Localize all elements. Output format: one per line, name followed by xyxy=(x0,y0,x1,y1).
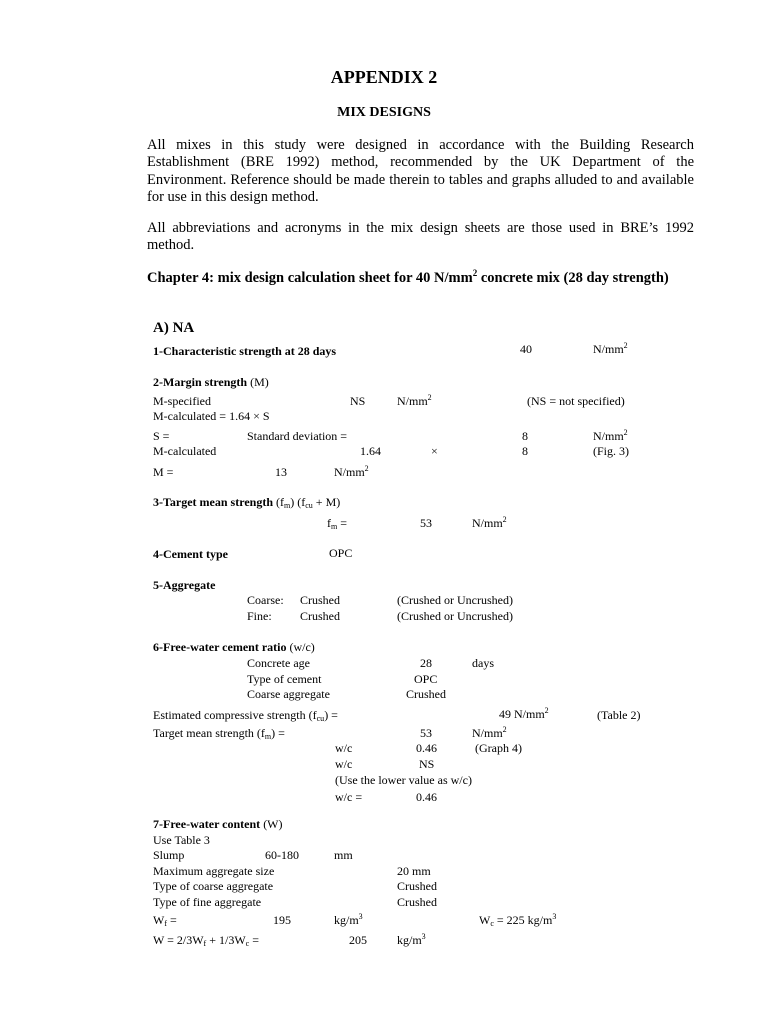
coarse-aggregate-type-label-2: Type of coarse aggregate xyxy=(153,879,274,893)
wc-value-2: NS xyxy=(419,757,435,771)
wc-label-1: w/c xyxy=(335,741,353,755)
fine-aggregate-type-value: Crushed xyxy=(397,895,437,909)
characteristic-strength-unit: $N/mm^2$ xyxy=(593,341,628,356)
lower-value-note: (Use the lower value as w/c) xyxy=(335,773,472,787)
estimated-strength-label: Estimated compressive strength $(f_{cu})$ = xyxy=(153,708,338,723)
use-table-note: Use Table 3 xyxy=(153,833,210,847)
cement-type-value: OPC xyxy=(329,546,353,560)
coarse-aggregate-value: Crushed xyxy=(300,593,340,607)
m-specified-note: (NS = not specified) xyxy=(527,394,625,408)
m-label: M = xyxy=(153,465,174,479)
intro-paragraph: All mixes in this study were designed in accordance with the Building Research Establishment (BRE 1992) method, recommended by the UK Department of the Environment. Reference should be made therein to tables and graphs alluded to and available for use in this design method. xyxy=(147,137,694,205)
target-mean-strength-label: 3-Target mean strength $(f_m) (f_{cu} + M)$ xyxy=(153,495,341,510)
fine-aggregate-type-label: Type of fine aggregate xyxy=(153,895,262,909)
wf-label: $W_f$ = xyxy=(153,913,177,928)
coarse-aggregate-type-value: Crushed xyxy=(406,687,446,701)
m-specified-label: M-specified xyxy=(153,394,211,408)
coarse-aggregate-options: (Crushed or Uncrushed) xyxy=(397,593,513,607)
wc-water-value: $W_c = 225$ $kg/m^3$ xyxy=(479,912,557,928)
estimated-strength-value: 49 $N/mm^2$ xyxy=(499,706,549,721)
standard-deviation-label: Standard deviation = xyxy=(247,429,348,443)
type-of-cement-label: Type of cement xyxy=(247,672,322,686)
coarse-aggregate-label: Coarse: xyxy=(247,593,284,607)
abbreviations-paragraph: All abbreviations and acronyms in the mix design sheets are those used in BRE’s 1992 method. xyxy=(147,220,694,254)
wc-final-value: 0.46 xyxy=(416,790,437,804)
m-unit: $N/mm^2$ xyxy=(334,464,369,479)
characteristic-strength-value: 40 xyxy=(520,342,532,356)
chapter-heading: Chapter 4: mix design calculation sheet for 40 $N/mm^2$ concrete mix (28 day strength) xyxy=(147,268,669,286)
cement-type-label: 4-Cement type xyxy=(153,547,228,561)
type-of-cement-value: OPC xyxy=(414,672,438,686)
w-value: 205 xyxy=(349,933,367,947)
table-reference: (Table 2) xyxy=(597,708,641,722)
standard-deviation-value: 8 xyxy=(522,429,528,443)
m-calculated-label: M-calculated xyxy=(153,444,217,458)
max-aggregate-size-label: Maximum aggregate size xyxy=(153,864,275,878)
max-aggregate-size-value: 20 mm xyxy=(397,864,431,878)
slump-unit: mm xyxy=(334,848,353,862)
section-title: MIX DESIGNS xyxy=(337,105,431,120)
m-calculated-factor: 1.64 xyxy=(360,444,381,458)
wf-value: 195 xyxy=(273,913,291,927)
m-calculated-sd: 8 xyxy=(522,444,528,458)
s-label: S = xyxy=(153,429,170,443)
w-unit: $kg/m^3$ xyxy=(397,932,426,947)
target-mean-strength-unit: $N/mm^2$ xyxy=(472,515,507,530)
w-formula: $W = 2/3W_f + 1/3W_c$ = xyxy=(153,933,259,948)
coarse-aggregate-type-label: Coarse aggregate xyxy=(247,687,330,701)
target-strength-unit: $N/mm^2$ xyxy=(472,725,507,740)
wc-final-label: w/c = xyxy=(335,790,363,804)
graph-reference: (Graph 4) xyxy=(475,741,522,755)
aggregate-label: 5-Aggregate xyxy=(153,578,216,592)
m-calculated-formula: M-calculated = 1.64 × S xyxy=(153,409,270,423)
free-water-content-label: 7-Free-water content (W) xyxy=(153,817,283,831)
free-water-cement-ratio-label: 6-Free-water cement ratio (w/c) xyxy=(153,640,315,654)
m-specified-value: NS xyxy=(350,394,366,408)
wc-value-1: 0.46 xyxy=(416,741,437,755)
fine-aggregate-options: (Crushed or Uncrushed) xyxy=(397,609,513,623)
fine-aggregate-value: Crushed xyxy=(300,609,340,623)
slump-value: 60-180 xyxy=(265,848,299,862)
figure-reference: (Fig. 3) xyxy=(593,444,629,458)
wf-unit: $kg/m^3$ xyxy=(334,912,363,927)
m-specified-unit: $N/mm^2$ xyxy=(397,393,432,408)
target-strength-value: 53 xyxy=(420,726,432,740)
fm-label: $f_m$ = xyxy=(327,516,348,531)
wc-label-2: w/c xyxy=(335,757,353,771)
target-strength-label: Target mean strength $(f_m)$ = xyxy=(153,726,285,741)
standard-deviation-unit: $N/mm^2$ xyxy=(593,428,628,443)
section-a-heading: A) NA xyxy=(153,320,195,336)
m-value: 13 xyxy=(275,465,287,479)
concrete-age-label: Concrete age xyxy=(247,656,310,670)
slump-label: Slump xyxy=(153,848,185,862)
times-symbol: × xyxy=(431,444,438,458)
margin-strength-label: 2-Margin strength (M) xyxy=(153,375,269,389)
concrete-age-value: 28 xyxy=(420,656,432,670)
fine-aggregate-label: Fine: xyxy=(247,609,272,623)
target-mean-strength-value: 53 xyxy=(420,516,432,530)
appendix-title: APPENDIX 2 xyxy=(330,67,438,87)
characteristic-strength-label: 1-Characteristic strength at 28 days xyxy=(153,344,337,358)
concrete-age-unit: days xyxy=(472,656,494,670)
coarse-aggregate-type-value-2: Crushed xyxy=(397,879,437,893)
